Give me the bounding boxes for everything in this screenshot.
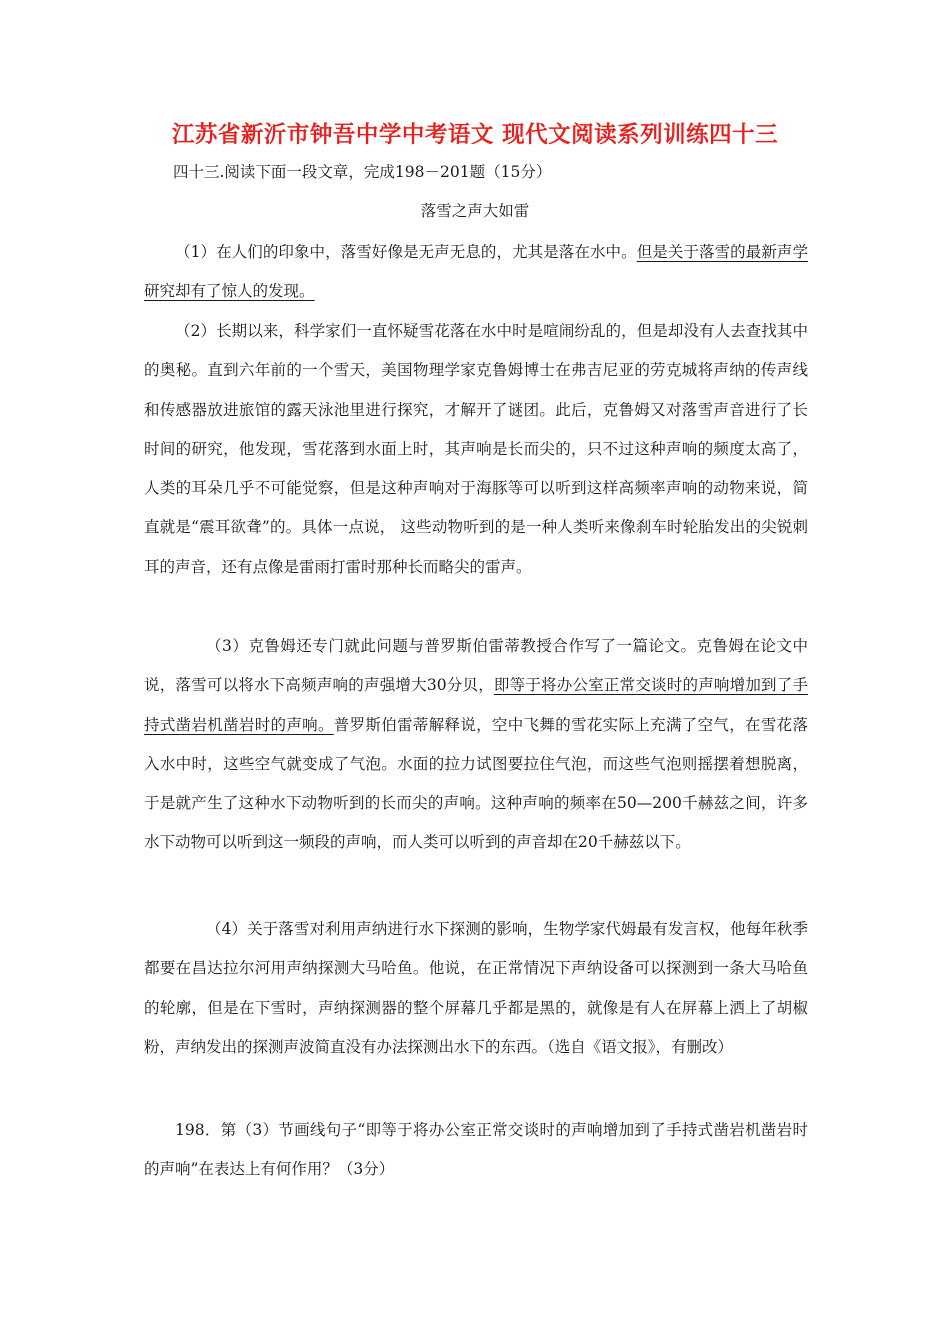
question-198: 198．第（3）节画线句子“即等于将办公室正常交谈时的声响增加到了手持式凿岩机凿岩时的声响”在表达上有何作用？（3分） [144, 1121, 808, 1179]
paragraph-3-underlined-sentence: 即等于将办公室正常交谈时的声响增加到了手持式凿岩机凿岩时的声响。 [144, 676, 808, 734]
paragraph-3-text-c: 普罗斯伯雷蒂解释说，空中飞舞的雪花实际上充满了空气，在雪花落入水中时，这些空气就变成了气泡。水面的拉力试图要拉住气泡，而这些气泡则摇摆着想脱离，于是就产生了这种水下动物听到的长而尖的声响。这种声响的频率在50—200千赫兹之间，许多水下动物可以听到这一频段的声响，而人类可以听到的声音却在20千赫兹以下。 [144, 715, 808, 852]
paragraph-2: （2）长期以来，科学家们一直怀疑雪花落在水中时是喧闹纷乱的，但是却没有人去查找其中的奥秘。直到六年前的一个雪天，美国物理学家克鲁姆博士在弗吉尼亚的劳克城将声纳的传声线和传感器放进旅馆的露天泳池里进行探究，才解开了谜团。此后，克鲁姆又对落雪声音进行了长时间的研究，他发现，雪花落到水面上时，其声响是长而尖的，只不过这种声响的频度太高了，人类的耳朵几乎不可能觉察，但是这种声响对于海豚等可以听到这样高频率声响的动物来说，简直就是“震耳欲聋”的。具体一点说， 这些动物听到的是一种人类听来像刹车时轮胎发出的尖锐刺耳的声音，还有点像是雷雨打雷时那种长而略尖的雷声。 [144, 322, 808, 576]
paragraph-1-text: （1）在人们的印象中，落雪好像是无声无息的，尤其是落在水中。 [175, 243, 637, 261]
paragraph-3 [144, 627, 808, 863]
exercise-intro: 四十三.阅读下面一段文章，完成198－201题（15分） [173, 163, 552, 181]
paragraph-1-underlined-sentence: 但是关于落雪的最新声学研究却有了惊人的发现。 [144, 243, 808, 301]
document-title: 江苏省新沂市钟吾中学中考语文 现代文阅读系列训练四十三 [171, 122, 779, 148]
article-title: 落雪之声大如雷 [420, 202, 530, 220]
paragraph-1 [144, 233, 808, 312]
paragraph-3-text-a: （3）克鲁姆还专门就此问题与普罗斯伯雷蒂教授合作写了一篇论文。克鲁姆在论文中说，落雪可以将水下高频声响的声强增大30分贝， [144, 637, 808, 695]
paragraph-4: （4）关于落雪对利用声纳进行水下探测的影响，生物学家代姆最有发言权，他每年秋季都要在昌达拉尔河用声纳探测大马哈鱼。他说，在正常情况下声纳设备可以探测到一条大马哈鱼的轮廓，但是在下雪时，声纳探测器的整个屏幕几乎都是黑的，就像是有人在屏幕上洒上了胡椒粉，声纳发出的探测声波简直没有办法探测出水下的东西。（选自《语文报》，有删改） [144, 920, 808, 1056]
